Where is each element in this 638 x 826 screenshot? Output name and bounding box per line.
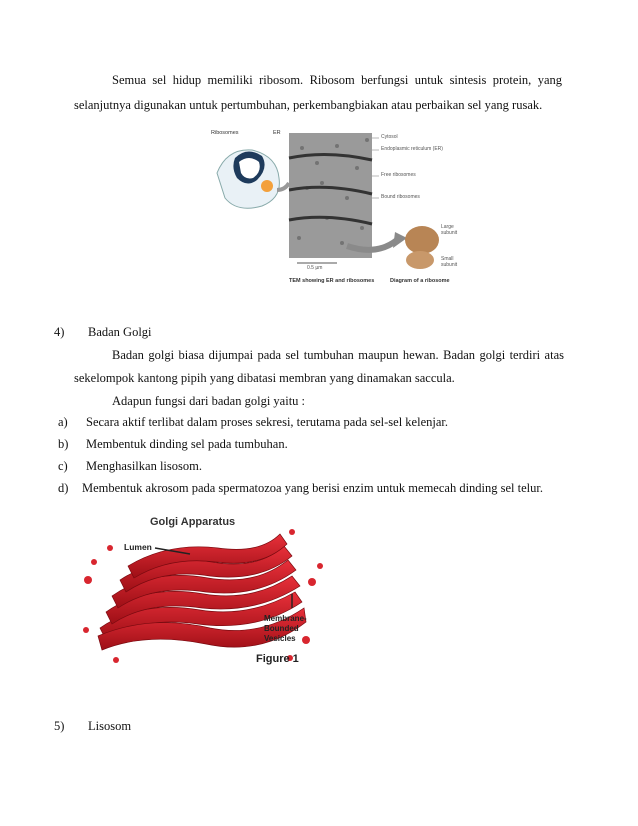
intro-line-2: selanjutnya digunakan untuk pertumbuhan, perkembangbiakan atau perbaikan sel yang rusak.	[74, 98, 543, 112]
label-er-full: Endoplasmic reticulum (ER)	[381, 146, 443, 152]
ribosome-illustration	[207, 128, 467, 293]
section-4-para-line-1: Badan golgi biasa dijumpai pada sel tumbuhan maupun hewan. Badan golgi terdiri atas	[112, 348, 564, 362]
list-item-c: Menghasilkan lisosom.	[86, 459, 202, 473]
intro-line-1: Semua sel hidup memiliki ribosom. Ribosom berfungsi untuk sintesis protein, yang	[112, 73, 562, 87]
section-4-lead: Adapun fungsi dari badan golgi yaitu :	[112, 394, 306, 408]
golgi-vesicles-line-2: Bounded	[264, 624, 299, 633]
golgi-title: Golgi Apparatus	[150, 516, 236, 528]
ribosome-figure	[207, 128, 467, 293]
section-4-number: 4)	[54, 325, 65, 339]
section-4-para-line-2: sekelompok kantong pipih yang dibatasi membran yang dinamakan saccula.	[74, 371, 455, 385]
section-4-title: Badan Golgi	[88, 325, 152, 339]
label-small-subunit: Small subunit	[441, 256, 458, 268]
golgi-vesicles-line-1: Membrane-	[264, 614, 307, 623]
golgi-lumen-label: Lumen	[124, 542, 152, 552]
list-item-b: Membentuk dinding sel pada tumbuhan.	[86, 437, 288, 451]
list-marker-a: a)	[58, 415, 68, 429]
label-cytosol: Cytosol	[381, 134, 398, 140]
label-large-subunit: Large subunit	[441, 224, 458, 236]
list-marker-b: b)	[58, 437, 69, 451]
label-ribosomes: Ribosomes	[211, 130, 239, 136]
golgi-vesicles-line-3: Vesicles	[264, 634, 296, 643]
label-bound-ribosomes: Bound ribosomes	[381, 194, 420, 200]
section-5-number: 5)	[54, 719, 65, 733]
section-5-title: Lisosom	[88, 719, 132, 733]
golgi-figure-caption: Figure 1	[256, 653, 299, 665]
golgi-vesicles-label	[264, 614, 307, 644]
list-marker-c: c)	[58, 459, 68, 473]
golgi-figure	[80, 510, 330, 678]
list-marker-d: d)	[58, 481, 69, 495]
label-free-ribosomes: Free ribosomes	[381, 172, 416, 178]
list-item-d: Membentuk akrosom pada spermatozoa yang berisi enzim untuk memecah dinding sel telur.	[82, 481, 543, 495]
label-tem: TEM showing ER and ribosomes	[289, 278, 375, 284]
label-scale: 0.5 µm	[307, 265, 323, 271]
label-er: ER	[273, 130, 281, 136]
list-item-a: Secara aktif terlibat dalam proses sekresi, terutama pada sel-sel kelenjar.	[86, 415, 448, 429]
label-diagram: Diagram of a ribosome	[390, 278, 450, 284]
